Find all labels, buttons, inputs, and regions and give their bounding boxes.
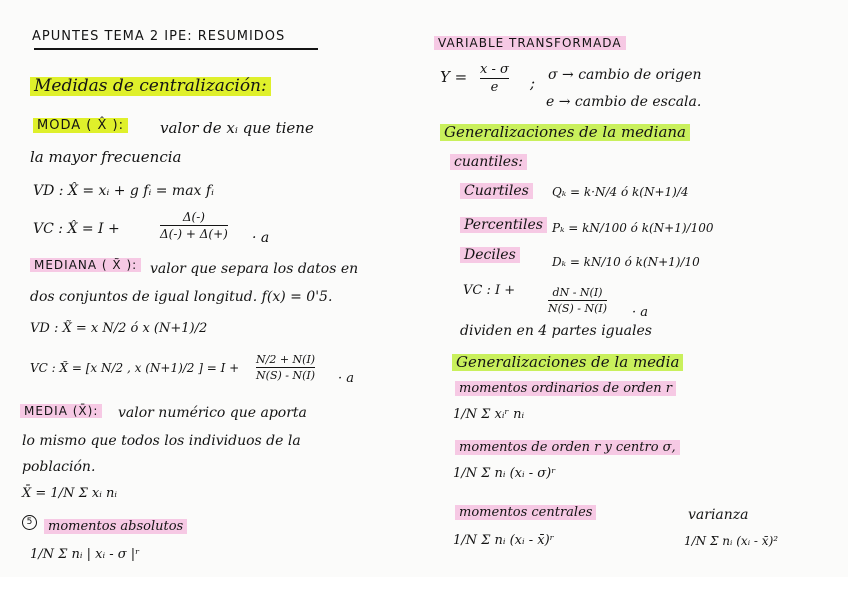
media-heading: MEDIA (X̄): [20, 404, 102, 418]
percentiles-formula: Pₖ = kN/100 ó k(N+1)/100 [552, 221, 714, 235]
momentos-absolutos-formula: 1/N Σ nᵢ | xᵢ - σ |ʳ [30, 547, 140, 562]
mediana-vc-denominator: N(S) - N(I) [256, 369, 316, 383]
variable-numerator: x - σ [480, 62, 509, 77]
cuantiles-vc-numerator: dN - N(I) [552, 286, 603, 299]
variable-origin-line: σ → cambio de origen [548, 67, 702, 83]
momentos-ordinarios-formula: 1/N Σ xᵢʳ nᵢ [453, 407, 525, 422]
varianza-formula: 1/N Σ nᵢ (xᵢ - x̄)² [684, 534, 779, 548]
moda-vc-denominator: Δ(-) + Δ(+) [160, 227, 228, 242]
deciles-formula: Dₖ = kN/10 ó k(N+1)/10 [552, 255, 700, 269]
page-title: APUNTES TEMA 2 IPE: RESUMIDOS [32, 29, 286, 44]
mediana-vc-suffix: · a [338, 371, 355, 386]
scan-bottom-margin [0, 577, 848, 599]
moda-heading: MODA ( X̂ ): [33, 118, 128, 133]
section-heading-gen-mediana: Generalizaciones de la mediana [440, 124, 690, 141]
cuantiles-vc-fraction [548, 287, 607, 314]
variable-transformada-heading: VARIABLE TRANSFORMADA [434, 36, 626, 50]
moda-definition: valor de xᵢ que tiene [160, 119, 314, 137]
cuartiles-label: Cuartiles [460, 183, 533, 199]
moda-vc-prefix: VC : X̂ = I + [33, 221, 120, 237]
section-heading-gen-media: Generalizaciones de la media [452, 354, 683, 371]
cuartiles-formula: Qₖ = k·N/4 ó k(N+1)/4 [552, 185, 689, 199]
moda-vc-fraction [160, 211, 228, 240]
momentos-orden-centro-heading: momentos de orden r y centro σ, [455, 440, 680, 455]
media-definition-2: lo mismo que todos los individuos de la [22, 433, 301, 449]
variable-separator: ; [530, 74, 536, 92]
moda-vc-suffix: · a [252, 230, 270, 246]
momentos-ordinarios-heading: momentos ordinarios de orden r [455, 381, 676, 396]
cuantiles-vc-prefix: VC : I + [463, 283, 516, 298]
fraction-bar [480, 78, 509, 79]
fraction-bar [160, 225, 228, 226]
momentos-centrales-formula: 1/N Σ nᵢ (xᵢ - x̄)ʳ [453, 533, 555, 548]
media-formula: X̄ = 1/N Σ xᵢ nᵢ [22, 486, 117, 501]
moda-vd-formula: VD : X̂ = xᵢ + g fᵢ = max fᵢ [33, 183, 214, 199]
mediana-vc-fraction [256, 354, 315, 381]
moda-vc-numerator: Δ(-) [182, 210, 205, 224]
deciles-label: Deciles [460, 247, 520, 263]
variable-fraction [480, 63, 509, 94]
fraction-bar [548, 300, 607, 301]
varianza-heading: varianza [688, 507, 749, 523]
momentos-orden-centro-formula: 1/N Σ nᵢ (xᵢ - σ)ʳ [453, 466, 556, 481]
mediana-vd-formula: VD : X̃ = x N/2 ó x (N+1)/2 [30, 321, 208, 336]
dividen-note: dividen en 4 partes iguales [460, 323, 652, 339]
variable-y-prefix: Y = [440, 68, 468, 86]
momentos-centrales-heading: momentos centrales [455, 505, 596, 520]
title-underline [34, 48, 318, 50]
variable-denominator: e [490, 80, 499, 96]
mediana-vc-numerator: N/2 + N(I) [256, 353, 316, 366]
mediana-heading: MEDIANA ( X̃ ): [30, 258, 141, 272]
mediana-definition-2: dos conjuntos de igual longitud. f(x) = 0'5. [30, 289, 333, 305]
variable-scale-line: e → cambio de escala. [546, 94, 702, 110]
item-number-badge: 5 [22, 515, 37, 530]
moda-definition-2: la mayor frecuencia [30, 148, 182, 166]
section-heading-centralizacion: Medidas de centralización: [30, 77, 271, 96]
mediana-definition: valor que separa los datos en [150, 261, 359, 277]
cuantiles-vc-denominator: N(S) - N(I) [548, 302, 608, 316]
media-definition-3: población. [22, 459, 96, 475]
percentiles-label: Percentiles [460, 217, 547, 233]
fraction-bar [256, 367, 315, 368]
momentos-absolutos-heading: momentos absolutos [44, 519, 187, 534]
cuantiles-vc-suffix: · a [632, 305, 649, 320]
cuantiles-label: cuantiles: [450, 154, 527, 170]
mediana-vc-prefix: VC : X̃ = [x N/2 , x (N+1)/2 ] = I + [30, 361, 240, 375]
media-definition: valor numérico que aporta [118, 405, 307, 421]
